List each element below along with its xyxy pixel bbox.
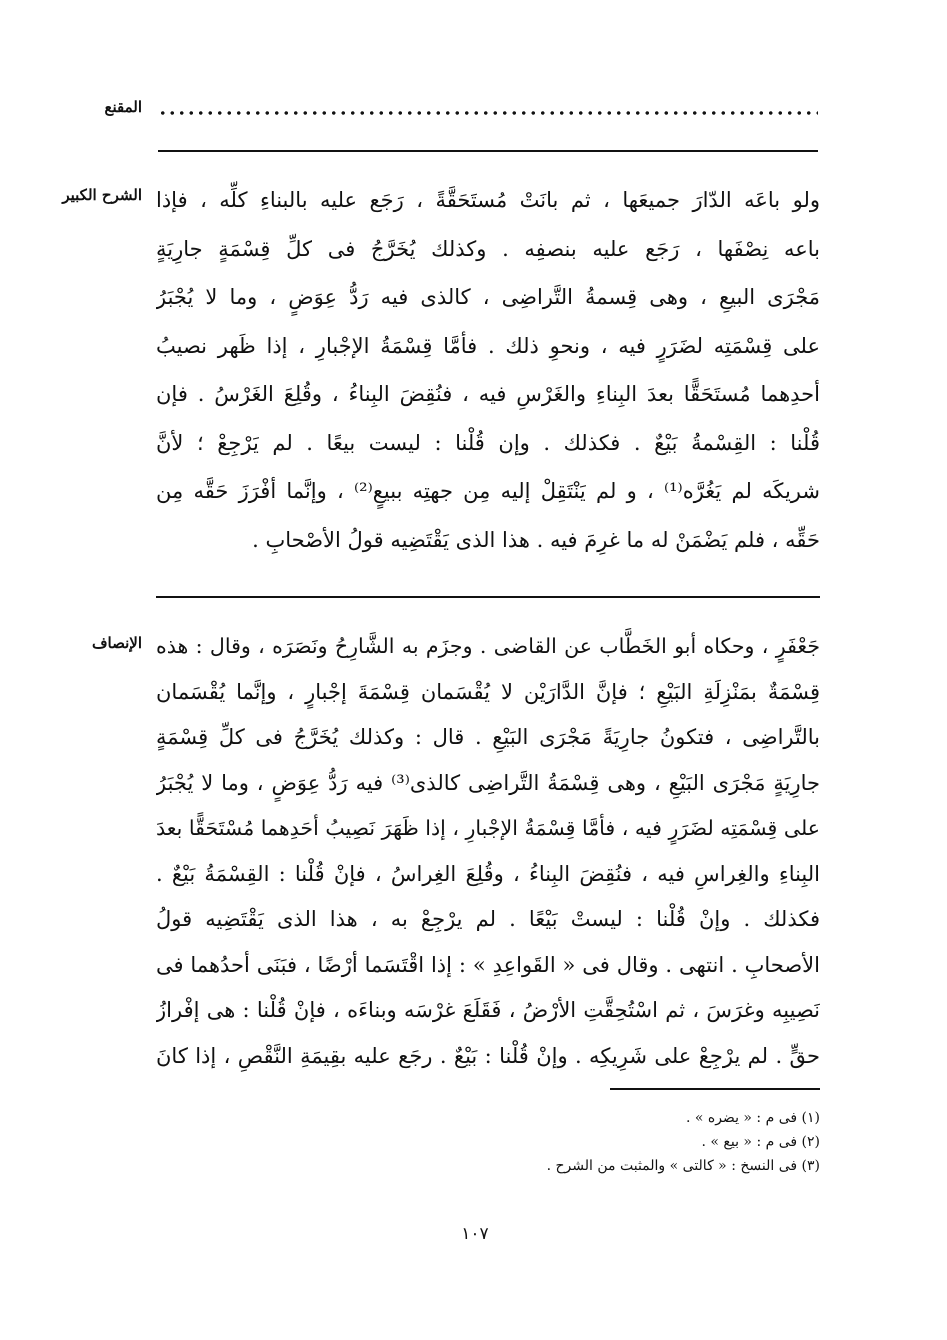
insaf-line: نَصِيبِه وغرَسَ ، ثم اسْتُحِقَّتِ الأرْضُ ، فَقَلَعَ غرْسَه وبناءَه ، فإنْ قُلْنا : هى إفْرازُ xyxy=(156,998,820,1022)
header-dotted-leader xyxy=(158,110,818,116)
footnotes xyxy=(400,1106,820,1178)
insaf-line: بالتَّراضِى ، فتكونُ جارِيَةً مَجْرَى البَيْعِ . قال : وكذلك يُخَرَّجُ فى كلِّ قِسْمَةٍ xyxy=(156,725,820,749)
insaf-line: حقٍّ . لم يرْجِعْ على شَرِيكِه . وإنْ قُلْنا : بَيْعٌ . رجَع عليه بقِيمَةِ النَّقْصِ ، إذا كانَ xyxy=(156,1043,820,1068)
sharh-text xyxy=(156,176,820,564)
insaf-line: جارِيَةٍ مَجْرَى البَيْعِ ، وهى قِسْمَةُ التَّراضِى كالذى⁽³⁾ فيه رَدُّ عِوَضٍ ، وما لا يُجْبَرُ xyxy=(156,770,820,795)
sharh-line: مَجْرَى البيعِ ، وهى قِسمةُ التَّراضِى ، كالذى فيه رَدُّ عِوَضٍ ، وما لا يُجْبَرُ xyxy=(156,285,820,309)
insaf-line: على قِسْمَتِه لضَرَرٍ فيه ، فأمَّا قِسْمَةُ الإجْبارِ ، إذا ظَهَرَ نَصِيبُ أحَدِهما مُسْتَحَقًّا بعدَ xyxy=(156,816,820,840)
section-separator xyxy=(156,596,820,598)
sharh-line: شريكَه لم يَغُرَّه⁽¹⁾ ، و لم يَنْتَقِلْ إليه مِن جهتِه ببيعٍ⁽²⁾ ، وإنَّما أفْرَزَ حَقَّه مِن xyxy=(156,479,820,503)
insaf-line: قِسْمَةٌ بمَنْزِلَةِ البَيْعِ ؛ فإنَّ الدَّارَيْن لا يُقْسَمان قِسْمَةَ إجْبارٍ ، وإنَّما يُقْسَمان xyxy=(156,679,820,704)
sharh-line: ولو باعَه الدّارَ جميعَها ، ثم بانَتْ مُستَحَقَّةً ، رَجَع عليه بالبناءِ كلِّه ، فإذا xyxy=(156,188,820,212)
running-header-title: المقنع xyxy=(104,98,142,116)
insaf-line: الأصحابِ . انتهى . وقال فى « القَواعِدِ » : إذا اقْتَسَما أرْضًا ، فبَنَى أحدُهما فى xyxy=(156,952,820,977)
sharh-line: أحدِهما مُستَحَقًّا بعدَ البِناءِ والغَرْسِ فيه ، فنُقِضَ البِناءُ ، وقُلِعَ الغَرْسُ . فإن xyxy=(156,382,820,406)
sharh-line: على قِسْمَتِه لضَرَرٍ فيه ، ونحوِ ذلك . فأمَّا قِسْمَةُ الإجْبارِ ، إذا ظَهر نصيبُ xyxy=(156,333,820,358)
insaf-text xyxy=(156,624,820,1079)
footnote-rule xyxy=(610,1088,820,1090)
section-label-insaf: الإنصاف xyxy=(91,634,142,652)
footnote: (٢) فى م : « بيع » . xyxy=(701,1134,820,1150)
insaf-line: جَعْفَرٍ ، وحكاه أبو الخَطَّاب عن القاضى . وجزَم به الشَّارِحُ ونَصَرَه ، وقال : هذه xyxy=(156,634,820,658)
sharh-line: حَقِّه ، فلم يَضْمَنْ له ما غرِمَ فيه . هذا الذى يَقْتَضِيه قولُ الأصْحابِ . xyxy=(252,527,820,552)
footnote: (١) فى م : « يضره » . xyxy=(685,1110,820,1126)
page-number: ١٠٧ xyxy=(461,1224,489,1244)
insaf-line: البِناءِ والغِراسِ فيه ، فنُقِضَ البِناءُ ، وقُلِعَ الغِراسُ ، فإنْ قُلْنا : القِسْمَةُ بَيْعٌ . xyxy=(156,861,820,886)
header-rule xyxy=(158,150,818,152)
sharh-line: باعه نِصْفَها ، رَجَع عليه بنصفِه . وكذلك يُخَرَّجُ فى كلِّ قِسْمَةٍ جارِيَةٍ xyxy=(156,236,820,261)
insaf-line: فكذلك . وإنْ قُلْنا : ليستْ بَيْعًا . لم يرْجِعْ به ، هذا الذى يَقْتَضِيه قولُ xyxy=(156,907,820,931)
sharh-line: قُلْنا : القِسْمةُ بَيْعٌ . فكذلك . وإن قُلْنا : ليست بيعًا . لم يَرْجِعْ ؛ لأنَّ xyxy=(156,430,820,455)
section-label-sharh: الشرح الكبير xyxy=(62,186,142,204)
footnote: (٣) فى النسخ : « كالتى » والمثبت من الشرح . xyxy=(546,1158,820,1174)
